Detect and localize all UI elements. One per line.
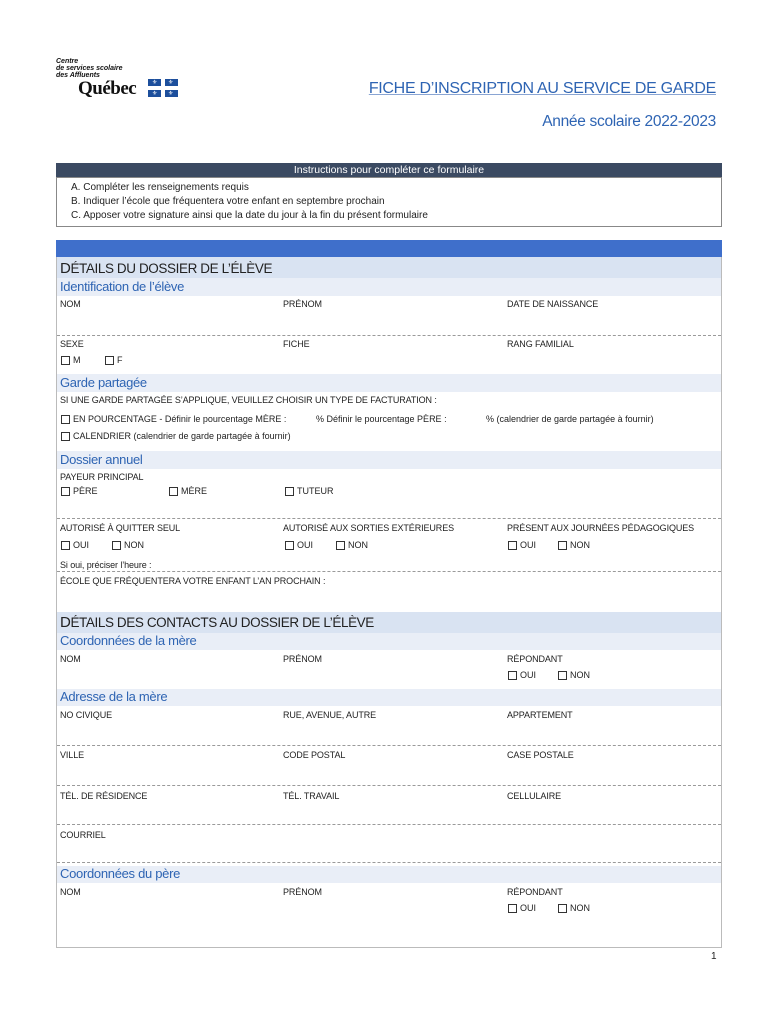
journees-label: PRÉSENT AUX JOURNÉES PÉDAGOGIQUES <box>507 523 695 533</box>
mere-repondant-oui-checkbox[interactable]: OUI <box>508 670 536 680</box>
section1-title: DÉTAILS DU DOSSIER DE L’ÉLÈVE <box>60 260 273 277</box>
divider <box>57 518 721 519</box>
pere-repondant-non-checkbox[interactable]: NON <box>558 903 590 913</box>
mere-nom-label: NOM <box>60 654 81 664</box>
sorties-oui-checkbox[interactable]: OUI <box>285 540 313 550</box>
logo <box>56 58 186 100</box>
pere-nom-label: NOM <box>60 887 81 897</box>
case-postale-label: CASE POSTALE <box>507 750 574 760</box>
divider <box>57 785 721 786</box>
quebec-flag-icon: ⚜ ⚜ ⚜ ⚜ <box>148 79 178 97</box>
tel-travail-label: TÉL. TRAVAIL <box>283 791 340 801</box>
pere-repondant-oui-checkbox[interactable]: OUI <box>508 903 536 913</box>
form-bottom-border <box>56 947 722 948</box>
divider <box>57 862 721 863</box>
cellulaire-label: CELLULAIRE <box>507 791 562 801</box>
mere-prenom-label: PRÉNOM <box>283 654 322 664</box>
section2-title: DÉTAILS DES CONTACTS AU DOSSIER DE L’ÉLÈVE <box>60 614 374 631</box>
instruction-item: C. Apposer votre signature ainsi que la date du jour à la fin du présent formulaire <box>71 210 428 221</box>
quitter-label: AUTORISÉ À QUITTER SEUL <box>60 523 181 533</box>
garde-title: Garde partagée <box>60 375 147 390</box>
date-naissance-label: DATE DE NAISSANCE <box>507 299 599 309</box>
pct-calendrier-label: % (calendrier de garde partagée à fournir) <box>486 414 654 424</box>
ville-label: VILLE <box>60 750 85 760</box>
nom-label: NOM <box>60 299 81 309</box>
tel-residence-label: TÉL. DE RÉSIDENCE <box>60 791 148 801</box>
rang-label: RANG FAMILIAL <box>507 339 574 349</box>
page-number: 1 <box>711 951 717 962</box>
form-top-bar <box>56 240 722 257</box>
sexe-f-checkbox[interactable]: F <box>105 355 123 365</box>
instructions-heading: Instructions pour compléter ce formulaire <box>56 163 722 177</box>
divider <box>57 745 721 746</box>
sorties-label: AUTORISÉ AUX SORTIES EXTÉRIEURES <box>283 523 455 533</box>
payeur-tuteur-checkbox[interactable]: TUTEUR <box>285 486 334 496</box>
instructions-box <box>56 177 722 227</box>
form-right-border <box>721 257 722 947</box>
page-title: FICHE D’INSCRIPTION AU SERVICE DE GARDE <box>368 80 716 97</box>
garde-note: SI UNE GARDE PARTAGÉE S’APPLIQUE, VEUILLEZ CHOISIR UN TYPE DE FACTURATION : <box>60 395 437 405</box>
page-subtitle: Année scolaire 2022-2023 <box>542 113 716 130</box>
pct-pere-label: % Définir le pourcentage PÈRE : <box>316 414 447 424</box>
form-left-border <box>56 257 57 947</box>
heure-label: Si oui, préciser l’heure : <box>60 560 152 570</box>
mere-title: Coordonnées de la mère <box>60 633 197 648</box>
payeur-mere-checkbox[interactable]: MÈRE <box>169 486 207 496</box>
appartement-label: APPARTEMENT <box>507 710 573 720</box>
pourcentage-checkbox[interactable]: EN POURCENTAGE - Définir le pourcentage MÈRE : <box>61 414 286 424</box>
journees-non-checkbox[interactable]: NON <box>558 540 590 550</box>
courriel-label: COURRIEL <box>60 830 106 840</box>
annuel-title: Dossier annuel <box>60 452 143 467</box>
logo-line3: des Affluents <box>56 72 100 79</box>
logo-line2: de services scolaire <box>56 65 123 72</box>
divider <box>57 824 721 825</box>
logo-line1: Centre <box>56 58 79 65</box>
pere-title: Coordonnées du père <box>60 866 181 881</box>
payeur-label: PAYEUR PRINCIPAL <box>60 472 144 482</box>
instruction-item: A. Compléter les renseignements requis <box>71 182 249 193</box>
prenom-label: PRÉNOM <box>283 299 322 309</box>
subsection-header <box>57 451 721 469</box>
pere-prenom-label: PRÉNOM <box>283 887 322 897</box>
quitter-oui-checkbox[interactable]: OUI <box>61 540 89 550</box>
calendrier-checkbox[interactable]: CALENDRIER (calendrier de garde partagée à fournir) <box>61 431 291 441</box>
instruction-item: B. Indiquer l’école que fréquentera votre enfant en septembre prochain <box>71 196 385 207</box>
identification-title: Identification de l’élève <box>60 279 185 294</box>
subsection-header <box>57 374 721 392</box>
sexe-label: SEXE <box>60 339 84 349</box>
quitter-non-checkbox[interactable]: NON <box>112 540 144 550</box>
sexe-m-checkbox[interactable]: M <box>61 355 81 365</box>
pere-repondant-label: RÉPONDANT <box>507 887 563 897</box>
payeur-pere-checkbox[interactable]: PÈRE <box>61 486 98 496</box>
ecole-label: ÉCOLE QUE FRÉQUENTERA VOTRE ENFANT L’AN PROCHAIN : <box>60 576 326 586</box>
mere-repondant-non-checkbox[interactable]: NON <box>558 670 590 680</box>
fiche-label: FICHE <box>283 339 310 349</box>
adresse-title: Adresse de la mère <box>60 689 168 704</box>
sorties-non-checkbox[interactable]: NON <box>336 540 368 550</box>
journees-oui-checkbox[interactable]: OUI <box>508 540 536 550</box>
divider <box>57 335 721 336</box>
divider <box>57 571 721 572</box>
code-postal-label: CODE POSTAL <box>283 750 346 760</box>
rue-label: RUE, AVENUE, AUTRE <box>283 710 377 720</box>
logo-quebec: Québec <box>78 78 137 99</box>
mere-repondant-label: RÉPONDANT <box>507 654 563 664</box>
civique-label: NO CIVIQUE <box>60 710 113 720</box>
